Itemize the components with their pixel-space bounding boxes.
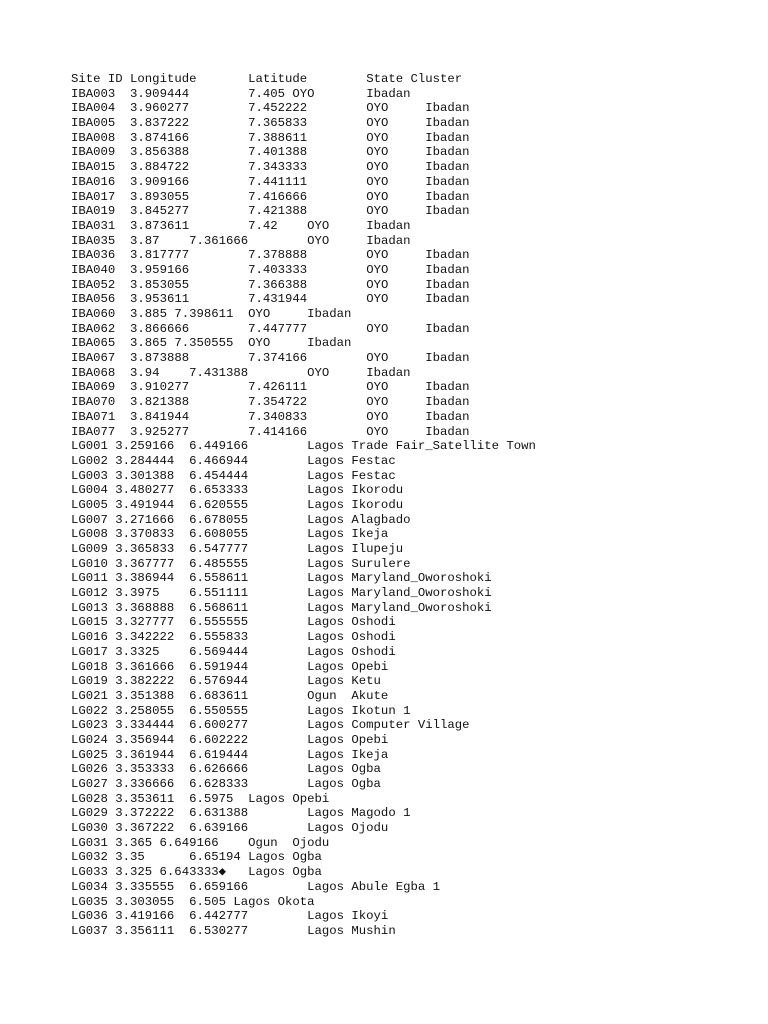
data-line: LG008 3.370833 6.608055 Lagos Ikeja (71, 527, 389, 542)
data-line: LG019 3.382222 6.576944 Lagos Ketu (71, 674, 381, 689)
data-line: LG033 3.325 6.643333◆ Lagos Ogba (71, 865, 322, 880)
data-line: IBA071 3.841944 7.340833 OYO Ibadan (71, 409, 470, 424)
data-line: IBA003 3.909444 7.405 OYO Ibadan (71, 86, 411, 101)
data-line: LG022 3.258055 6.550555 Lagos Ikotun 1 (71, 703, 411, 718)
data-line: IBA004 3.960277 7.452222 OYO Ibadan (71, 101, 470, 116)
header-line: Site ID Longitude Latitude State Cluster (71, 72, 463, 86)
data-line: LG032 3.35 6.65194 Lagos Ogba (71, 850, 322, 865)
data-line: LG017 3.3325 6.569444 Lagos Oshodi (71, 644, 396, 659)
data-line: LG025 3.361944 6.619444 Lagos Ikeja (71, 747, 389, 762)
data-line: IBA056 3.953611 7.431944 OYO Ibadan (71, 292, 470, 307)
data-line: LG007 3.271666 6.678055 Lagos Alagbado (71, 512, 411, 527)
data-line: IBA008 3.874166 7.388611 OYO Ibadan (71, 130, 470, 145)
data-line: LG024 3.356944 6.602222 Lagos Opebi (71, 732, 389, 747)
data-line: LG029 3.372222 6.631388 Lagos Magodo 1 (71, 806, 411, 821)
document-text (71, 72, 536, 939)
data-line: IBA015 3.884722 7.343333 OYO Ibadan (71, 160, 470, 175)
data-line: LG012 3.3975 6.551111 Lagos Maryland_Oworoshoki (71, 586, 492, 601)
data-line: LG036 3.419166 6.442777 Lagos Ikoyi (71, 909, 389, 924)
data-line: LG002 3.284444 6.466944 Lagos Festac (71, 453, 396, 468)
data-line: IBA065 3.865 7.350555 OYO Ibadan (71, 336, 352, 351)
data-line: LG003 3.301388 6.454444 Lagos Festac (71, 468, 396, 483)
data-line: IBA016 3.909166 7.441111 OYO Ibadan (71, 174, 470, 189)
data-line: LG031 3.365 6.649166 Ogun Ojodu (71, 835, 330, 850)
data-line: LG026 3.353333 6.626666 Lagos Ogba (71, 762, 381, 777)
data-line: IBA060 3.885 7.398611 OYO Ibadan (71, 307, 352, 321)
data-line: LG015 3.327777 6.555555 Lagos Oshodi (71, 615, 396, 630)
data-line: LG030 3.367222 6.639166 Lagos Ojodu (71, 821, 389, 836)
data-line: LG023 3.334444 6.600277 Lagos Computer Village (71, 718, 470, 733)
data-line: IBA009 3.856388 7.401388 OYO Ibadan (71, 145, 470, 160)
data-line: IBA068 3.94 7.431388 OYO Ibadan (71, 365, 411, 380)
data-line: IBA069 3.910277 7.426111 OYO Ibadan (71, 380, 470, 395)
data-line: IBA005 3.837222 7.365833 OYO Ibadan (71, 116, 470, 131)
data-line: LG018 3.361666 6.591944 Lagos Opebi (71, 659, 389, 674)
data-line: LG027 3.336666 6.628333 Lagos Ogba (71, 777, 381, 791)
data-line: LG037 3.356111 6.530277 Lagos Mushin (71, 923, 396, 938)
data-line: LG001 3.259166 6.449166 Lagos Trade Fair_Satellite Town (71, 439, 536, 454)
data-line: IBA036 3.817777 7.378888 OYO Ibadan (71, 248, 470, 263)
data-line: LG009 3.365833 6.547777 Lagos Ilupeju (71, 542, 404, 556)
data-line: IBA035 3.87 7.361666 OYO Ibadan (71, 233, 411, 248)
data-line: IBA019 3.845277 7.421388 OYO Ibadan (71, 204, 470, 219)
data-line: LG004 3.480277 6.653333 Lagos Ikorodu (71, 483, 404, 498)
data-line: IBA040 3.959166 7.403333 OYO Ibadan (71, 262, 470, 277)
data-line: IBA070 3.821388 7.354722 OYO Ibadan (71, 395, 470, 410)
data-line: IBA062 3.866666 7.447777 OYO Ibadan (71, 321, 470, 336)
data-line: LG011 3.386944 6.558611 Lagos Maryland_Oworoshoki (71, 571, 492, 586)
data-line: LG028 3.353611 6.5975 Lagos Opebi (71, 791, 330, 806)
data-line: IBA017 3.893055 7.416666 OYO Ibadan (71, 189, 470, 204)
data-line: LG035 3.303055 6.505 Lagos Okota (71, 894, 315, 909)
data-line: LG034 3.335555 6.659166 Lagos Abule Egba 1 (71, 879, 440, 894)
data-line: LG010 3.367777 6.485555 Lagos Surulere (71, 556, 411, 571)
data-line: IBA031 3.873611 7.42 OYO Ibadan (71, 218, 411, 233)
data-line: IBA052 3.853055 7.366388 OYO Ibadan (71, 277, 470, 292)
data-line: LG016 3.342222 6.555833 Lagos Oshodi (71, 630, 396, 645)
data-line: LG021 3.351388 6.683611 Ogun Akute (71, 688, 389, 703)
data-line: LG013 3.368888 6.568611 Lagos Maryland_Oworoshoki (71, 600, 492, 615)
data-line: IBA077 3.925277 7.414166 OYO Ibadan (71, 424, 470, 439)
data-line: LG005 3.491944 6.620555 Lagos Ikorodu (71, 497, 404, 512)
data-line: IBA067 3.873888 7.374166 OYO Ibadan (71, 351, 470, 366)
